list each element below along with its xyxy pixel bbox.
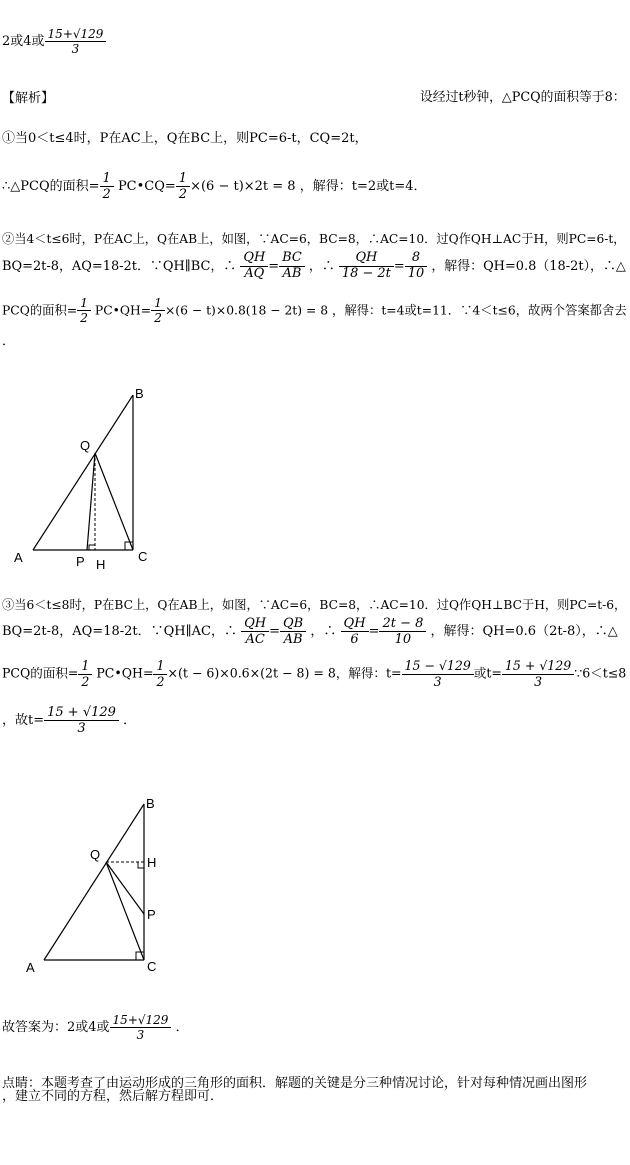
label-q: Q (90, 847, 101, 862)
comment-line2: ，建立不同的方程，然后解方程即可． (2, 1089, 224, 1104)
case3-line3: PCQ的面积= $\frac{1}{2}$ PC•QH= $\frac{1}{2}$ ×(t − 6)×0.6×(2t − 8) = 8，解得：t= $\frac{15 - √129}{3}$ 或t= $\frac{15 + √129}{3}$ ∵6＜t≤8 (2, 658, 627, 689)
analysis-intro: 设经过t秒钟，△PCQ的面积等于8： (420, 90, 626, 105)
label-c: C (147, 959, 157, 974)
right-angle-h (89, 545, 95, 550)
label-b: B (135, 386, 144, 401)
case2-line1: ②当4＜t≤6时，P在AC上，Q在AB上，如图，∵AC=6，BC=8，∴AC=10．过Q作QH⊥AC于H，则PC=6-t， (2, 232, 626, 246)
comment-line1: 点睛：本题考查了由运动形成的三角形的面积．解题的关键是分三种情况讨论，针对每种情况画出图形 (2, 1076, 588, 1091)
case2-line3: PCQ的面积= $\frac{1}{2}$ PC•QH= $\frac{1}{2}$ ×(6 − t)×0.8(18 − 2t) = 8 ，解得：t=4或t=11．∵4＜t≤6，故两个答案都舍去 (2, 296, 627, 326)
analysis-label: 【解析】 (2, 91, 55, 106)
segment-qp (87, 453, 95, 550)
label-h: H (147, 855, 157, 870)
figure-case3 (0, 790, 200, 990)
label-a: A (14, 550, 23, 565)
label-p: P (147, 907, 156, 922)
segment-qc (95, 453, 133, 550)
case2-line4: ． (2, 334, 16, 349)
top-answer: 2或4或 $\frac{15+√129}{3}$ (2, 28, 106, 55)
label-h: H (96, 557, 106, 572)
label-p: P (76, 554, 85, 569)
figure-case2 (0, 380, 200, 580)
case2-line2: BQ=2t-8，AQ=18-2t．∵QH∥BC，∴ $\frac{QH}{AQ}$ = $\frac{BC}{AB}$ ，∴ $\frac{QH}{18 - 2t}$ = $\frac{8}{10}$ ，解得：QH=0.8（18-2t），∴△ (2, 250, 626, 281)
case3-line4: ，故t= $\frac{15 + √129}{3}$ ． (2, 705, 137, 736)
label-b: B (146, 796, 155, 811)
label-q: Q (80, 438, 91, 453)
case1-line2: ∴△PCQ的面积= $\frac{1}{2}$ PC•CQ= $\frac{1}{2}$ ×(6 − t)×2t = 8 ，解得：t=2或t=4． (2, 171, 427, 202)
final-answer: 故答案为：2或4或 $\frac{15+√129}{3}$ ． (2, 1013, 189, 1042)
segment-ab (44, 804, 144, 960)
label-a: A (26, 960, 35, 975)
segment-qp (106, 862, 144, 914)
case3-line2: BQ=2t-8，AQ=18-2t．∵QH∥AC，∴ $\frac{QH}{AC}$ = $\frac{QB}{AB}$ ，∴ $\frac{QH}{6}$ = $\frac{2t - 8}{10}$ ，解得：QH=0.6（2t-8），∴△ (2, 616, 618, 647)
case1-line1: ①当0＜t≤4时，P在AC上，Q在BC上，则PC=6-t，CQ=2t， (2, 131, 368, 146)
right-angle-h (138, 862, 144, 868)
segment-ab (33, 395, 133, 550)
label-c: C (138, 549, 148, 564)
case3-line1: ③当6＜t≤8时，P在BC上，Q在AB上，如图，∵AC=6，BC=8，∴AC=10．过Q作QH⊥BC于H，则PC=t-6， (2, 598, 627, 612)
segment-qc (106, 862, 144, 960)
